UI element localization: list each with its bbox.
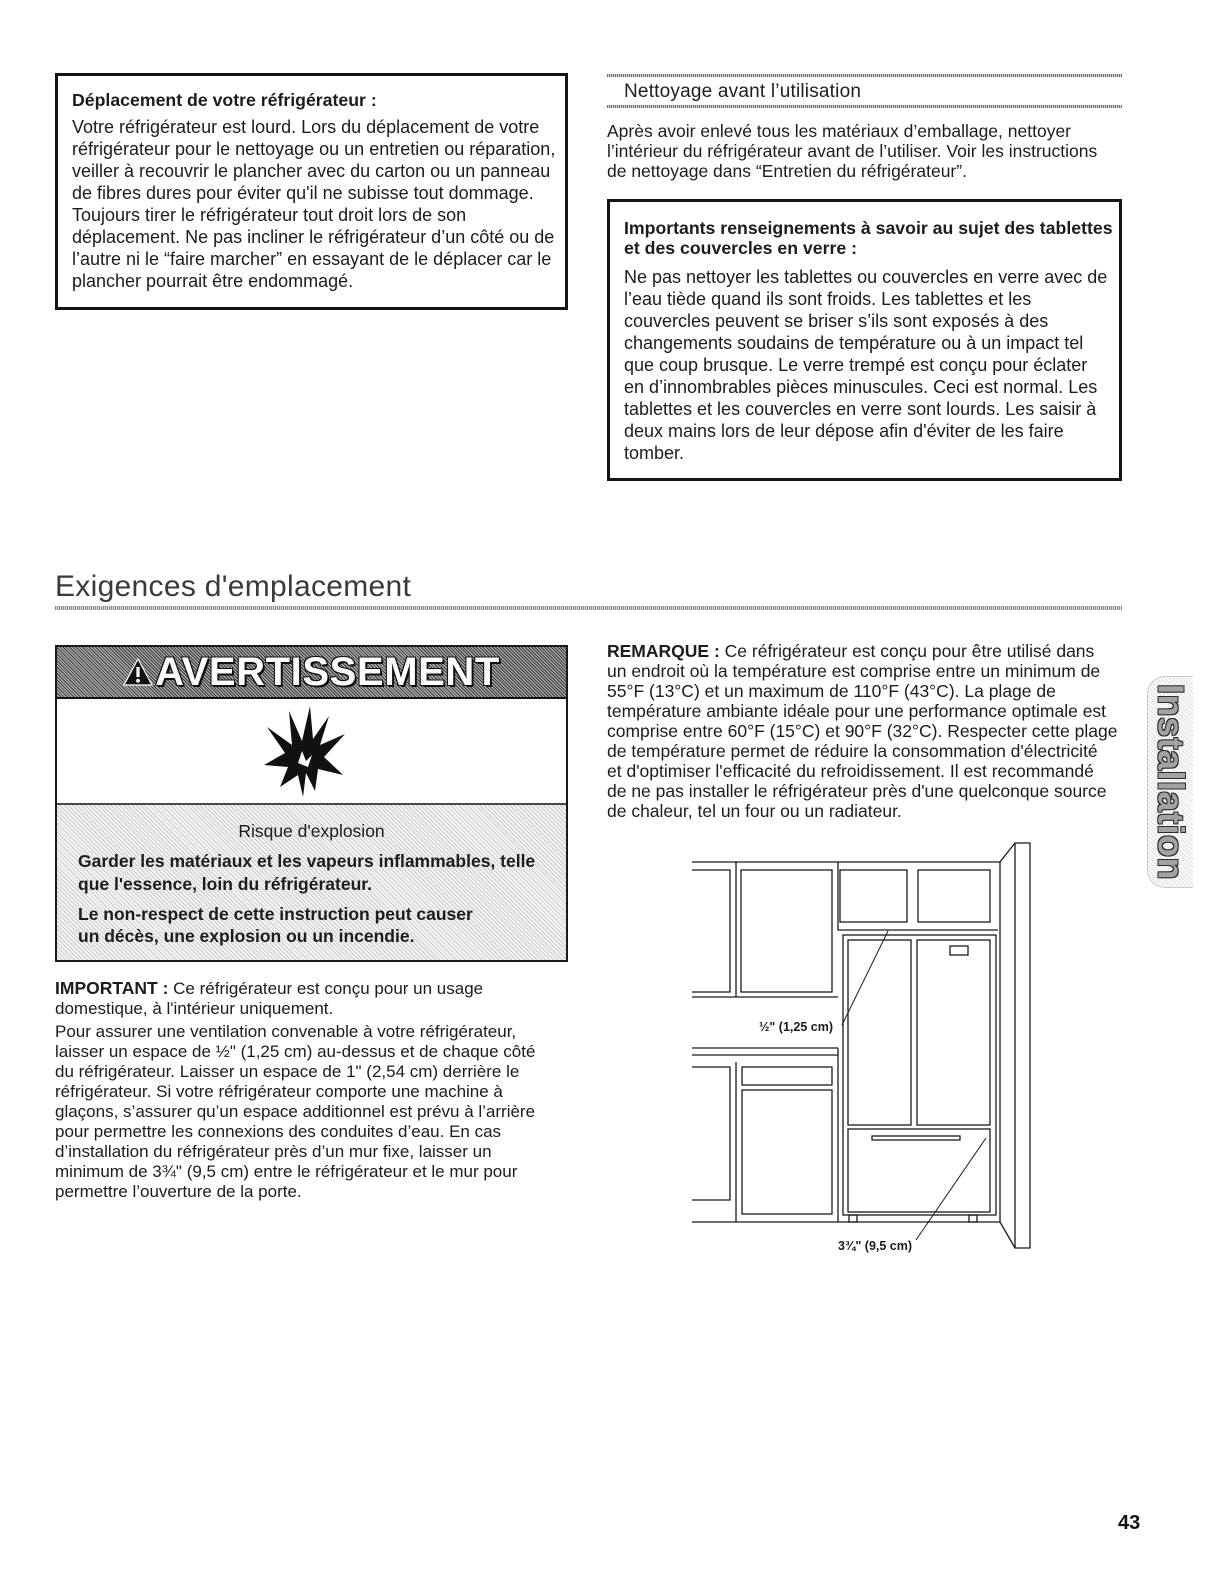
- ventilation-line: glaçons, s’assurer qu’un espace additionnel est prévu à l’arrière: [55, 1102, 536, 1121]
- remark-first-line: [607, 641, 1117, 661]
- side-tab-label: Installation: [1150, 683, 1192, 881]
- remark-line: comprise entre 60°F (15°C) et 90°F (32°C). Respecter cette plage: [607, 721, 1118, 741]
- top-clearance-label: ½" (1,25 cm): [758, 1020, 833, 1034]
- remark-rest: [607, 661, 1117, 821]
- ventilation-line: laisser un espace de ½" (1,25 cm) au-dessus et de chaque côté: [55, 1042, 536, 1061]
- warning-message-area: [57, 805, 566, 960]
- remark-note: [607, 641, 1117, 821]
- upper-cabinets: [692, 862, 1000, 997]
- moving-box-title: Déplacement de votre réfrigérateur :: [72, 90, 377, 110]
- page-number: 43: [1118, 1512, 1141, 1534]
- moving-box-line: de fibres dures pour éviter qu'il ne subisse tout dommage.: [72, 183, 534, 203]
- ventilation-paragraph: [55, 1022, 535, 1202]
- section-side-tab: [1147, 676, 1193, 888]
- ventilation-line: du réfrigérateur. Laisser un espace de 1" (2,54 cm) derrière le: [55, 1062, 520, 1081]
- explosion-icon: [258, 705, 348, 799]
- remark-line: de chaleur, tel un four ou un radiateur.: [607, 801, 902, 821]
- important-line: domestique, à l'intérieur uniquement.: [55, 999, 334, 1018]
- moving-box-line: plancher pourrait être endommagé.: [72, 271, 354, 291]
- section-rule-top: [607, 74, 1122, 77]
- remark-line: de température permet de réduire la consommation d'électricité: [607, 741, 1098, 761]
- remark-first-line-text: Ce réfrigérateur est conçu pour être utilisé dans: [724, 641, 1095, 661]
- side-clearance-leader: [916, 1138, 986, 1240]
- cleaning-line: l’intérieur du réfrigérateur avant de l’utiliser. Voir les instructions: [607, 141, 1098, 161]
- lower-cabinets: [692, 1048, 838, 1222]
- freezer-drawer: [848, 1129, 990, 1212]
- remark-line: un endroit où la température est comprise entre un minimum de: [607, 661, 1101, 681]
- warning-instruction: [78, 850, 535, 896]
- warning-triangle-icon: [123, 658, 153, 686]
- dispenser: [950, 946, 968, 955]
- glass-box-title-line: Importants renseignements à savoir au sujet des tablettes: [624, 218, 1113, 238]
- cleaning-line: de nettoyage dans “Entretien du réfrigérateur”.: [607, 161, 967, 181]
- moving-box-body: [72, 116, 565, 292]
- glass-box-line: Ne pas nettoyer les tablettes ou couvercles en verre avec de: [624, 267, 1108, 287]
- important-note: [55, 978, 483, 1019]
- important-rest: [55, 999, 483, 1019]
- important-first-line: [55, 978, 483, 999]
- glass-box-line: couvercles peuvent se briser s’ils sont exposés à des: [624, 311, 1049, 331]
- top-clearance-leader: [842, 931, 888, 1025]
- glass-box-line: changements soudains de température ou à un impact tel: [624, 333, 1084, 353]
- glass-box-title-line: et des couvercles en verre :: [624, 238, 858, 258]
- moving-box-line: Toujours tirer le réfrigérateur tout droit lors de son: [72, 205, 467, 225]
- glass-box-line: tomber.: [624, 443, 685, 463]
- warning-title: AVERTISSEMENT: [155, 650, 500, 694]
- glass-box-line: tablettes et les couvercles en verre sont lourds. Les saisir à: [624, 399, 1097, 419]
- warning-box: [55, 645, 568, 962]
- section-heading-rule: [55, 606, 1122, 610]
- ventilation-line: réfrigérateur. Si votre réfrigérateur comporte une machine à: [55, 1082, 503, 1101]
- remark-line: et d'optimiser l'efficacité du refroidissement. Il est recommandé: [607, 761, 1094, 781]
- glass-box-title: [624, 218, 1119, 258]
- moving-box-line: l’autre ni le “faire marcher” en essayant de le déplacer car le: [72, 249, 552, 269]
- important-first-line-text: Ce réfrigérateur est conçu pour un usage: [173, 979, 484, 998]
- warning-consequence: [78, 903, 473, 947]
- moving-box-line: réfrigérateur pour le nettoyage ou un entretien ou réparation,: [72, 139, 556, 159]
- ventilation-line: permettre l’ouverture de la porte.: [55, 1182, 302, 1201]
- ventilation-line: Pour assurer une ventilation convenable à votre réfrigérateur,: [55, 1022, 517, 1041]
- ventilation-line: minimum de 3¾" (9,5 cm) entre le réfrigérateur et le mur pour: [55, 1162, 518, 1181]
- warning-header: [57, 647, 566, 697]
- ventilation-line: pour permettre les connexions des conduites d’eau. En cas: [55, 1122, 502, 1141]
- moving-box-line: veiller à recouvrir le plancher avec du carton ou un panneau: [72, 161, 551, 181]
- moving-box-line: Votre réfrigérateur est lourd. Lors du déplacement de votre: [72, 117, 540, 137]
- warning-consequence-line: un décès, une explosion ou un incendie.: [78, 926, 415, 946]
- remark-line: 55°F (13°C) et un maximum de 110°F (43°C). La plage de: [607, 681, 1056, 701]
- section-rule-bottom: [607, 105, 1122, 108]
- moving-box-line: déplacement. Ne pas incliner le réfrigérateur d’un côté ou de: [72, 227, 555, 247]
- warning-instruction-line: Garder les matériaux et les vapeurs inflammables, telle: [78, 851, 536, 871]
- ventilation-line: d’installation du réfrigérateur près d’un mur fixe, laisser un: [55, 1142, 492, 1161]
- remark-line: de ne pas installer le réfrigérateur près d'une quelconque source: [607, 781, 1107, 801]
- warning-risk-label: Risque d'explosion: [238, 821, 385, 841]
- glass-box-line: en d’innombrables pièces minuscules. Ceci est normal. Les: [624, 377, 1098, 397]
- drawer-handle: [872, 1136, 960, 1140]
- important-label: IMPORTANT :: [55, 978, 169, 998]
- cleaning-paragraph: [607, 121, 1097, 181]
- glass-box-line: que coup brusque. Le verre trempé est conçu pour éclater: [624, 355, 1088, 375]
- warning-consequence-line: Le non-respect de cette instruction peut causer: [78, 904, 473, 924]
- glass-shelves-box: [607, 199, 1122, 481]
- cleaning-line: Après avoir enlevé tous les matériaux d’emballage, nettoyer: [607, 121, 1071, 141]
- moving-info-box: [55, 73, 568, 310]
- glass-box-line: l’eau tiède quand ils sont froids. Les tablettes et les: [624, 289, 1032, 309]
- side-clearance-label: 3¾" (9,5 cm): [838, 1239, 913, 1253]
- remark-label: REMARQUE :: [607, 641, 720, 661]
- side-wall-panel: [1000, 843, 1030, 1248]
- refrigerator: [843, 935, 996, 1222]
- refrigerator-clearance-diagram: [680, 835, 1040, 1260]
- remark-line: température ambiante idéale pour une performance optimale est: [607, 701, 1107, 721]
- glass-box-line: deux mains lors de leur dépose afin d'éviter de les faire: [624, 421, 1064, 441]
- section-heading: Exigences d'emplacement: [55, 570, 412, 603]
- hazard-symbol-area: [57, 697, 566, 805]
- cleaning-heading: Nettoyage avant l’utilisation: [624, 81, 862, 102]
- glass-box-body: [624, 266, 1119, 464]
- warning-instruction-line: que l'essence, loin du réfrigérateur.: [78, 874, 372, 894]
